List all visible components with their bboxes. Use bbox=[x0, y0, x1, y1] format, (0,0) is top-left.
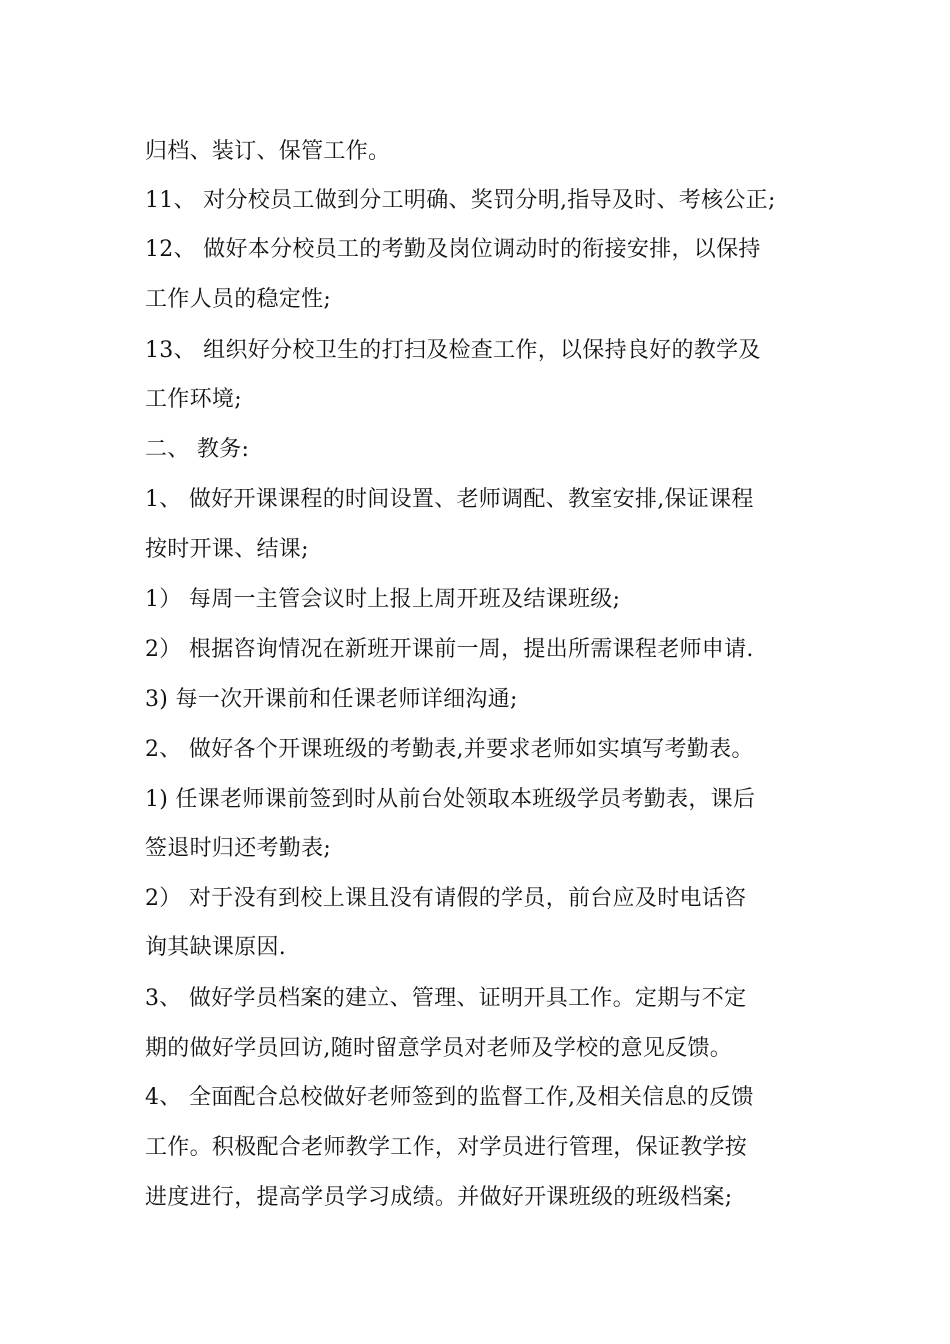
text-line: 询其缺课原因. bbox=[145, 935, 287, 960]
text-line: 签退时归还考勤表; bbox=[145, 836, 332, 861]
text-line: 1、 做好开课课程的时间设置、老师调配、教室安排,保证课程 bbox=[145, 487, 754, 512]
text-line: 工作。积极配合老师教学工作，对学员进行管理，保证教学按 bbox=[145, 1135, 748, 1160]
text-line: 4、 全面配合总校做好老师签到的监督工作,及相关信息的反馈 bbox=[145, 1085, 754, 1110]
text-line: 2） 根据咨询情况在新班开课前一周，提出所需课程老师申请. bbox=[145, 637, 754, 662]
text-line: 12、 做好本分校员工的考勤及岗位调动时的衔接安排，以保持 bbox=[145, 237, 761, 262]
text-line: 工作人员的稳定性; bbox=[145, 287, 332, 312]
section-heading: 二、 教务: bbox=[145, 437, 250, 462]
text-line: 进度进行，提高学员学习成绩。并做好开课班级的班级档案; bbox=[145, 1185, 733, 1210]
text-line: 3) 每一次开课前和任课老师详细沟通; bbox=[145, 687, 518, 712]
text-line: 3、 做好学员档案的建立、管理、证明开具工作。定期与不定 bbox=[145, 986, 747, 1011]
text-line: 工作环境; bbox=[145, 387, 242, 412]
text-line: 2） 对于没有到校上课且没有请假的学员，前台应及时电话咨 bbox=[145, 886, 747, 911]
text-line: 13、 组织好分校卫生的打扫及检查工作，以保持良好的教学及 bbox=[145, 338, 761, 363]
text-line: 11、 对分校员工做到分工明确、奖罚分明,指导及时、考核公正; bbox=[145, 188, 776, 213]
text-line: 按时开课、结课; bbox=[145, 537, 309, 562]
text-line: 期的做好学员回访,随时留意学员对老师及学校的意见反馈。 bbox=[145, 1036, 733, 1061]
text-line: 1） 每周一主管会议时上报上周开班及结课班级; bbox=[145, 587, 621, 612]
text-line: 2、 做好各个开课班级的考勤表,并要求老师如实填写考勤表。 bbox=[145, 737, 754, 762]
text-line: 归档、装订、保管工作。 bbox=[145, 139, 391, 164]
text-line: 1) 任课老师课前签到时从前台处领取本班级学员考勤表，课后 bbox=[145, 787, 756, 812]
